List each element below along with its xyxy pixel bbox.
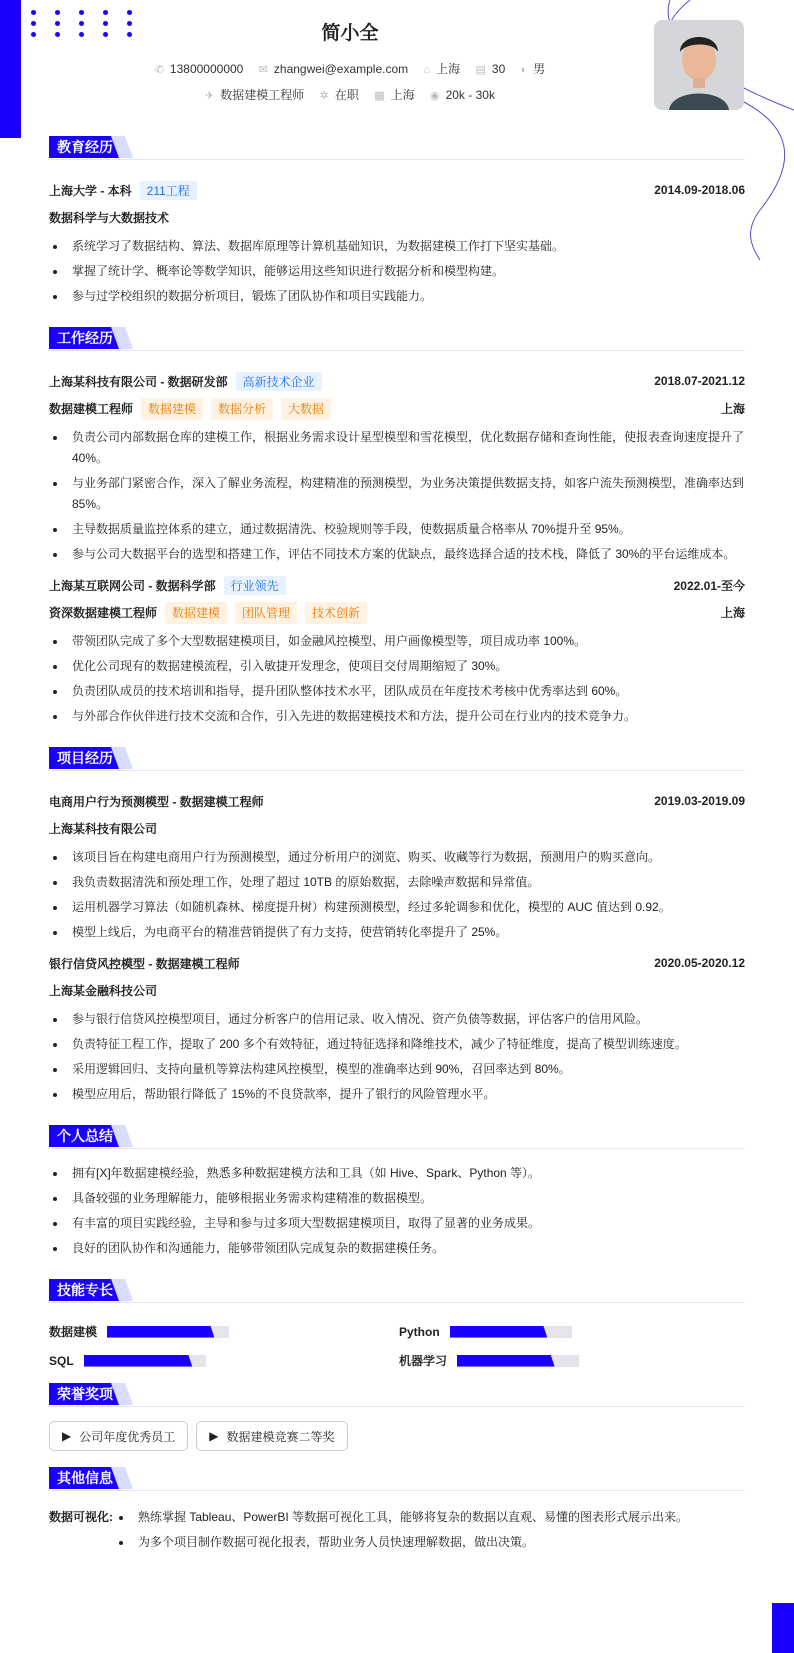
section-title: 项目经历 <box>49 747 121 769</box>
work-city: 上海 <box>720 402 745 416</box>
play-icon: ▶ <box>62 1429 72 1443</box>
project-name: 电商用户行为预测模型 - 数据建模工程师 <box>49 794 264 809</box>
job-status: 在职 <box>334 88 359 102</box>
section-title: 荣誉奖项 <box>49 1383 121 1405</box>
phone: 13800000000 <box>169 62 244 76</box>
location: 上海 <box>436 62 461 76</box>
target-city: 上海 <box>390 88 415 102</box>
section-projects-header <box>49 747 745 771</box>
gender: 男 <box>533 62 546 76</box>
other-label: 数据可视化: <box>49 1510 113 1524</box>
skill-item: 机器学习 <box>399 1352 739 1369</box>
company-tag: 行业领先 <box>224 576 286 595</box>
project-name: 银行信贷风控模型 - 数据建模工程师 <box>49 956 240 971</box>
section-other-header <box>49 1467 745 1491</box>
list-item: 负责公司内部数据仓库的建模工作，根据业务需求设计星型模型和雪花模型，优化数据存储和查询性能，使报表查询速度提升了40%。 <box>49 427 745 469</box>
skill-bar <box>457 1355 579 1367</box>
home-icon: ⌂ <box>423 64 431 76</box>
job-title: 数据建模工程师 <box>220 88 305 102</box>
award-chip[interactable]: ▶ 数据建模竞赛二等奖 <box>196 1421 347 1451</box>
contact-row-1 <box>0 60 700 77</box>
age-icon: ▤ <box>475 64 486 76</box>
list-item: 参与银行信贷风控模型项目，通过分析客户的信用记录、收入情况、资产负债等数据，评估客户的信用风险。 <box>49 1009 745 1030</box>
section-summary-header <box>49 1125 745 1149</box>
skill-bar <box>84 1355 206 1367</box>
list-item: 具备较强的业务理解能力，能够根据业务需求构建精准的数据模型。 <box>49 1188 745 1209</box>
skill-item: SQL <box>49 1352 399 1369</box>
list-item: 模型应用后，帮助银行降低了 15%的不良贷款率，提升了银行的风险管理水平。 <box>49 1084 745 1105</box>
skill-tag: 数据分析 <box>211 398 273 420</box>
award-chip[interactable]: ▶ 公司年度优秀员工 <box>49 1421 188 1451</box>
section-title: 教育经历 <box>49 136 121 158</box>
list-item: 熟练掌握 Tableau、PowerBI 等数据可视化工具，能够将复杂的数据以直观、易懂的图表形式展示出来。 <box>115 1507 745 1528</box>
section-title: 其他信息 <box>49 1467 121 1489</box>
list-item: 我负责数据清洗和预处理工作，处理了超过 10TB 的原始数据，去除噪声数据和异常值。 <box>49 872 745 893</box>
major: 数据科学与大数据技术 <box>49 211 170 225</box>
email: zhangwei@example.com <box>273 62 409 76</box>
work-date: 2022.01-至今 <box>673 578 745 593</box>
list-item: 参与过学校组织的数据分析项目，锻炼了团队协作和项目实践能力。 <box>49 286 745 307</box>
list-item: 有丰富的项目实践经验，主导和参与过多项大型数据建模项目，取得了显著的业务成果。 <box>49 1213 745 1234</box>
contact-row-2 <box>0 86 700 103</box>
list-item: 负责特征工程工作，提取了 200 多个有效特征，通过特征选择和降维技术，减少了特征维度，提高了模型训练速度。 <box>49 1034 745 1055</box>
skill-tag: 大数据 <box>281 398 331 420</box>
job-role: 数据建模工程师 <box>49 402 134 416</box>
list-item: 带领团队完成了多个大型数据建模项目，如金融风控模型、用户画像模型等，项目成功率 100%。 <box>49 631 745 652</box>
project-company: 上海某科技有限公司 <box>49 822 158 836</box>
company-name: 上海某互联网公司 - 数据科学部 <box>49 578 216 593</box>
section-work-header <box>49 327 745 351</box>
salary-icon: ◉ <box>429 90 440 102</box>
school-name: 上海大学 - 本科 <box>49 183 132 198</box>
section-education-header <box>49 136 745 160</box>
list-item: 负责团队成员的技术培训和指导，提升团队整体技术水平，团队成员在年度技术考核中优秀率达到 60%。 <box>49 681 745 702</box>
list-item: 该项目旨在构建电商用户行为预测模型，通过分析用户的浏览、购买、收藏等行为数据，预测用户的购买意向。 <box>49 847 745 868</box>
list-item: 良好的团队协作和沟通能力，能够带领团队完成复杂的数据建模任务。 <box>49 1238 745 1259</box>
skill-bar <box>107 1326 229 1338</box>
status-icon: ✲ <box>319 90 329 102</box>
work-city: 上海 <box>720 606 745 620</box>
play-icon: ▶ <box>209 1429 219 1443</box>
resume-body <box>49 136 745 1557</box>
list-item: 运用机器学习算法（如随机森林、梯度提升树）构建预测模型，经过多轮调参和优化，模型的 AUC 值达到 0.92。 <box>49 897 745 918</box>
age: 30 <box>491 62 506 76</box>
list-item: 主导数据质量监控体系的建立，通过数据清洗、校验规则等手段，使数据质量合格率从 70%提升至 95%。 <box>49 519 745 540</box>
phone-icon: ✆ <box>154 64 164 76</box>
project-company: 上海某金融科技公司 <box>49 984 158 998</box>
building-icon: ▦ <box>374 90 385 102</box>
edu-bullets <box>49 236 745 307</box>
skill-item: 数据建模 <box>49 1323 399 1340</box>
project-date: 2020.05-2020.12 <box>654 956 745 970</box>
job-icon: ✈ <box>205 90 215 102</box>
gender-icon: ◐ <box>520 64 528 76</box>
list-item: 系统学习了数据结构、算法、数据库原理等计算机基础知识，为数据建模工作打下坚实基础。 <box>49 236 745 257</box>
skill-item: Python <box>399 1323 739 1340</box>
skill-bar <box>450 1326 572 1338</box>
list-item: 与业务部门紧密合作，深入了解业务流程，构建精准的预测模型，为业务决策提供数据支持，如客户流失预测模型，准确率达到85%。 <box>49 473 745 515</box>
section-skills-header <box>49 1279 745 1303</box>
decor-bottom-block <box>772 1603 794 1653</box>
skill-tag: 技术创新 <box>305 602 367 624</box>
job-role: 资深数据建模工程师 <box>49 606 158 620</box>
list-item: 与外部合作伙伴进行技术交流和合作，引入先进的数据建模技术和方法，提升公司在行业内的技术竞争力。 <box>49 706 745 727</box>
skill-tag: 数据建模 <box>165 602 227 624</box>
candidate-name: 简小全 <box>321 23 379 44</box>
section-title: 个人总结 <box>49 1125 121 1147</box>
section-title: 工作经历 <box>49 327 121 349</box>
salary: 20k - 30k <box>445 88 495 102</box>
skills-grid <box>49 1323 745 1369</box>
work-date: 2018.07-2021.12 <box>654 374 745 388</box>
skill-tag: 数据建模 <box>141 398 203 420</box>
avatar-photo <box>654 20 744 110</box>
list-item: 模型上线后，为电商平台的精准营销提供了有力支持，使营销转化率提升了 25%。 <box>49 922 745 943</box>
list-item: 采用逻辑回归、支持向量机等算法构建风控模型，模型的准确率达到 90%，召回率达到 80%。 <box>49 1059 745 1080</box>
section-awards-header <box>49 1383 745 1407</box>
company-tag: 高新技术企业 <box>236 372 322 391</box>
edu-date: 2014.09-2018.06 <box>654 183 745 197</box>
section-title: 技能专长 <box>49 1279 121 1301</box>
list-item: 参与公司大数据平台的选型和搭建工作，评估不同技术方案的优缺点，最终选择合适的技术栈，降低了 30%的平台运维成本。 <box>49 544 745 565</box>
project-date: 2019.03-2019.09 <box>654 794 745 808</box>
list-item: 优化公司现有的数据建模流程，引入敏捷开发理念，使项目交付周期缩短了 30%。 <box>49 656 745 677</box>
school-tag: 211工程 <box>140 181 197 200</box>
email-icon: ✉ <box>258 64 268 76</box>
skill-tag: 团队管理 <box>235 602 297 624</box>
company-name: 上海某科技有限公司 - 数据研发部 <box>49 374 228 389</box>
list-item: 掌握了统计学、概率论等数学知识，能够运用这些知识进行数据分析和模型构建。 <box>49 261 745 282</box>
list-item: 拥有[X]年数据建模经验，熟悉多种数据建模方法和工具（如 Hive、Spark、Python 等）。 <box>49 1163 745 1184</box>
list-item: 为多个项目制作数据可视化报表，帮助业务人员快速理解数据，做出决策。 <box>115 1532 745 1553</box>
